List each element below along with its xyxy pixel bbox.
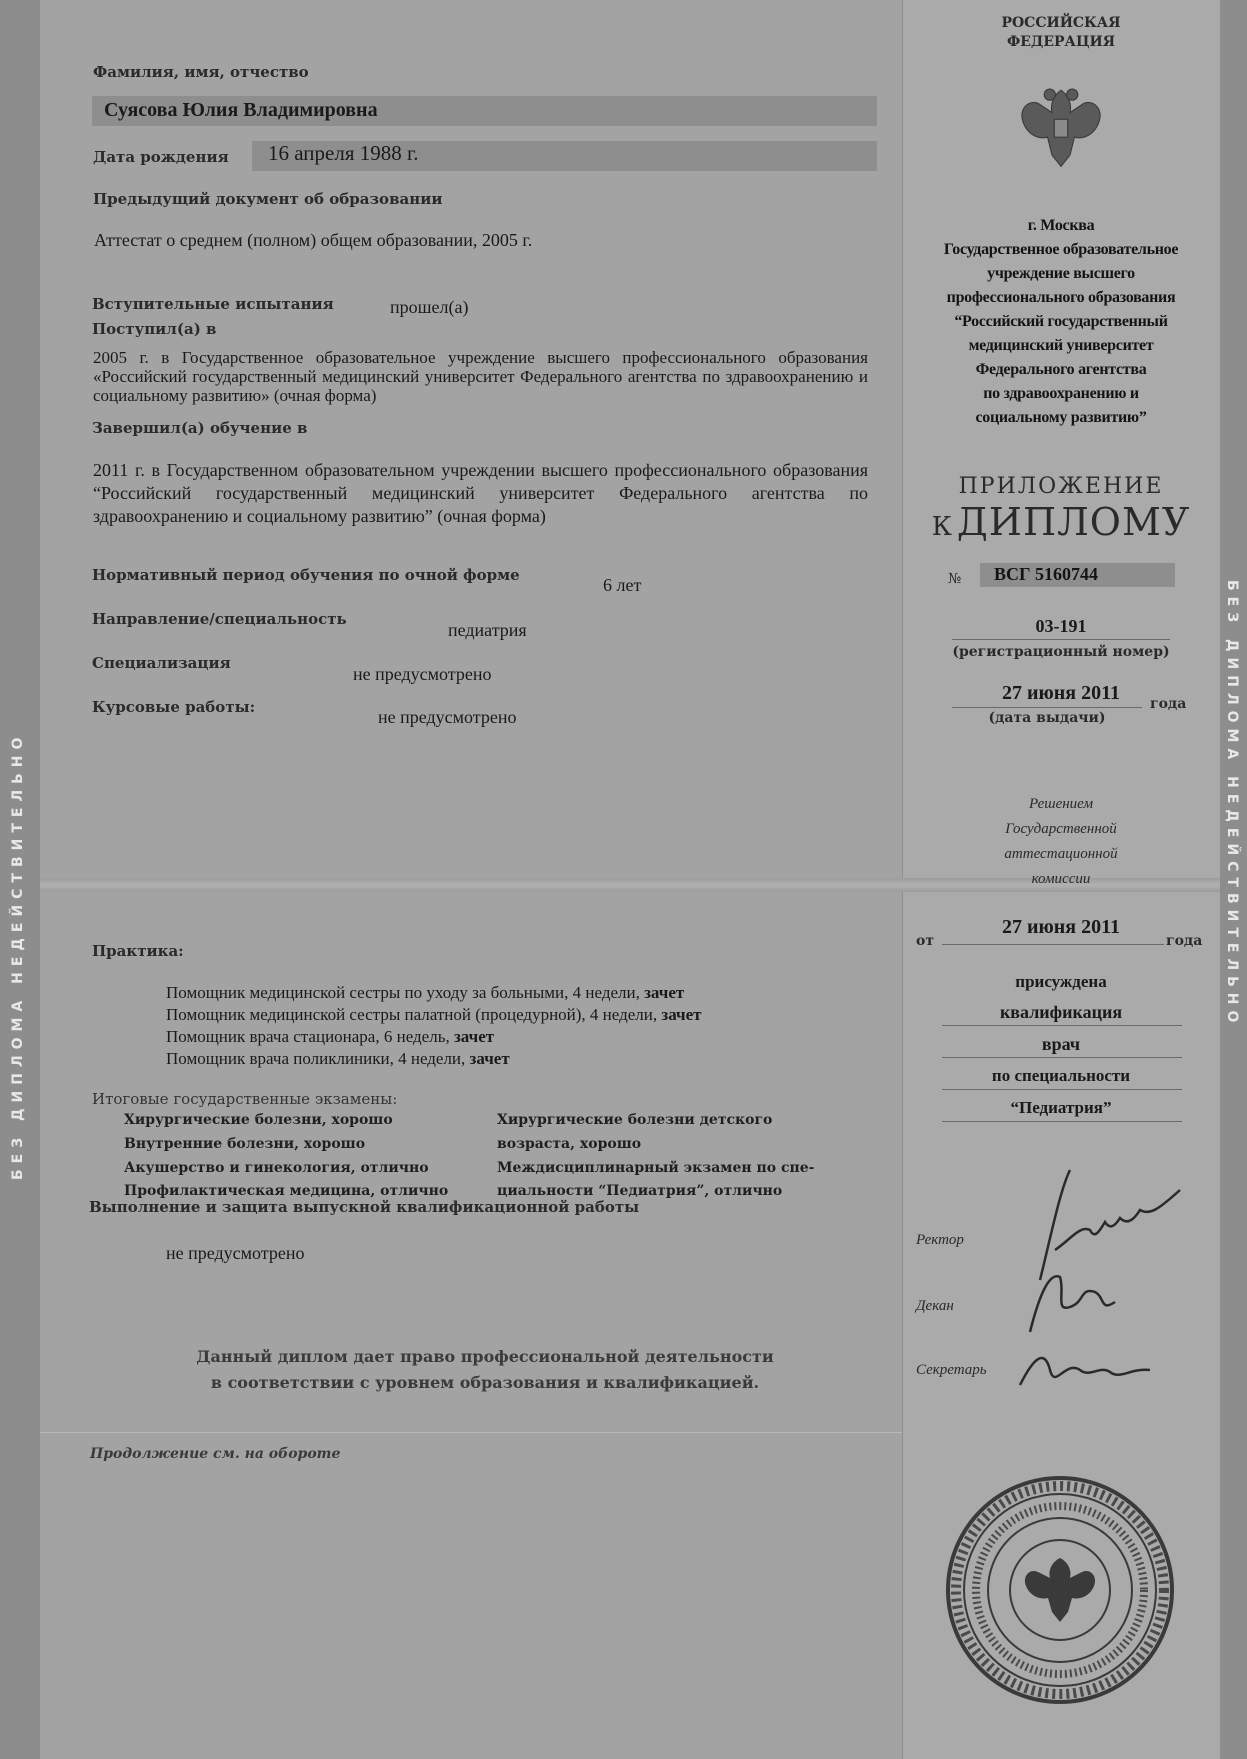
secretary-label: Секретарь [916,1362,987,1378]
secretary-signature [1010,1340,1210,1400]
issue-date-caption: (дата выдачи) [988,710,1106,726]
institution-line: по здравоохранению и [983,385,1139,402]
awarded-line: “Педиатрия” [1010,1098,1112,1117]
finished-text: 2011 г. в Государственном образовательном учреждении высшего профессионального образования “Российский государственный медицинский университет Федерального агентства по здравоохранению и социальному развитию” (очная форма) [93,460,868,526]
exam-item: Хирургические болезни, хорошо [124,1112,393,1128]
institution-line: профессионального образования [946,289,1176,306]
issue-date-line [952,707,1142,708]
exam-item: Хирургические болезни детского [497,1112,773,1128]
exam-item: Акушерство и гинекология, отлично [124,1160,429,1176]
appendix-title: ПРИЛОЖЕНИЕ [958,474,1164,499]
birth-value: 16 апреля 1988 г. [268,141,419,165]
practice-item-text: Помощник врача поликлиники, 4 недели, [166,1049,470,1068]
practice-item [166,1027,494,1047]
entrance-label: Вступительные испытания [92,295,334,313]
country-line-2: ФЕДЕРАЦИЯ [1006,34,1116,50]
institution-line: медицинский университет [968,337,1154,354]
divider [40,1432,902,1433]
award-line [942,1121,1182,1122]
diploma-title [902,500,1220,544]
reg-number-line [952,639,1170,640]
institution-line: г. Москва [1027,217,1095,234]
diploma-title-word: ДИПЛОМУ [956,500,1191,544]
admitted-text: 2005 г. в Государственное образовательное учреждение высшего профессионального образования «Российский государственный медицинский университет Федерального агентства по здравоохранению и социальному развитию» (очная форма) [93,348,868,405]
award-line [942,1025,1182,1026]
side-warning-right: БЕЗ ДИПЛОМА НЕДЕЙСТВИТЕЛЬНО [1224,580,1240,1029]
rights-line-1: Данный диплом дает право профессиональной деятельности [196,1347,774,1366]
dean-signature [1010,1262,1210,1342]
specialization-value: не предусмотрено [353,664,492,684]
period-value: 6 лет [603,575,642,595]
fio-value: Суясова Юлия Владимировна [104,99,378,121]
decision-line: Решением [1028,796,1094,812]
exam-item: циальности “Педиатрия”, отлично [497,1183,783,1199]
birth-label: Дата рождения [93,148,229,166]
thesis-label: Выполнение и защита выпускной квалификационной работы [89,1198,640,1216]
exam-item: Профилактическая медицина, отлично [124,1183,449,1199]
exams-label: Итоговые государственные экзамены: [92,1090,398,1108]
practice-item [166,1049,510,1069]
country-line-1: РОССИЙСКАЯ [1001,15,1121,31]
awarded-line: по специальности [991,1066,1131,1085]
coursework-label: Курсовые работы: [92,698,256,716]
awarded-line: присуждена [1015,972,1107,991]
practice-item-text: Помощник медицинской сестры палатной (процедурной), 4 недели, [166,1005,662,1024]
practice-item-result: зачет [661,1005,702,1024]
diploma-title-prep: К [931,512,952,542]
finished-label: Завершил(а) обучение в [92,419,308,437]
reg-number: 03-191 [1035,616,1087,636]
specialization-label: Специализация [92,654,231,672]
institution-line: “Российский государственный [954,313,1168,330]
entrance-value: прошел(а) [390,297,469,317]
practice-item-text: Помощник врача стационара, 6 недель, [166,1027,454,1046]
practice-item-result: зачет [644,983,685,1002]
admitted-label: Поступил(а) в [92,320,217,338]
rights-line-2: в соответствии с уровнем образования и квалификацией. [210,1373,760,1392]
institution-line: Федерального агентства [975,361,1147,378]
reg-number-caption: (регистрационный номер) [952,644,1170,660]
direction-value: педиатрия [448,620,527,640]
institution-line: социальному развитию” [975,409,1147,426]
continuation-note: Продолжение см. на обороте [90,1446,341,1462]
number-sign: № [948,571,962,587]
institution-line: Государственное образовательное [943,241,1179,258]
direction-label: Направление/специальность [92,610,347,628]
practice-item [166,1005,702,1025]
coursework-value: не предусмотрено [378,707,517,727]
decision-line: Государственной [1005,821,1117,837]
issue-date: 27 июня 2011 [1001,682,1121,704]
practice-item-result: зачет [469,1049,510,1068]
awarded-line: врач [1041,1034,1081,1054]
official-seal-stamp [940,1470,1180,1710]
award-line [942,1057,1182,1058]
exam-item: Внутренние болезни, хорошо [124,1136,366,1152]
thesis-value: не предусмотрено [166,1243,305,1263]
award-line [942,1089,1182,1090]
fio-label: Фамилия, имя, отчество [93,63,309,81]
dean-label: Декан [916,1298,954,1314]
practice-item-text: Помощник медицинской сестры по уходу за больными, 4 недели, [166,983,645,1002]
period-label: Нормативный период обучения по очной форме [92,566,520,584]
decision-date-line [942,944,1164,945]
decision-year-word: года [1166,933,1203,949]
practice-item [166,983,684,1003]
diploma-number: ВСГ 5160744 [994,564,1098,584]
institution-line: учреждение высшего [987,265,1135,282]
exam-item: возраста, хорошо [497,1136,642,1152]
side-warning-left: БЕЗ ДИПЛОМА НЕДЕЙСТВИТЕЛЬНО [10,731,26,1180]
prev-doc-label: Предыдущий документ об образовании [93,190,443,208]
practice-label: Практика: [92,942,184,960]
decision-date: 27 июня 2011 [1001,916,1121,938]
awarded-line: квалификация [999,1002,1123,1022]
decision-line: аттестационной [1004,846,1118,862]
from-word: от [916,933,935,949]
decision-line: комиссии [1031,871,1091,887]
prev-doc-value: Аттестат о среднем (полном) общем образовании, 2005 г. [94,230,533,250]
rector-label: Ректор [916,1232,964,1248]
exam-item: Междисциплинарный экзамен по спе- [497,1160,815,1176]
coat-of-arms-emblem [1005,70,1117,182]
practice-item-result: зачет [453,1027,495,1046]
issue-year-word: года [1150,696,1187,712]
